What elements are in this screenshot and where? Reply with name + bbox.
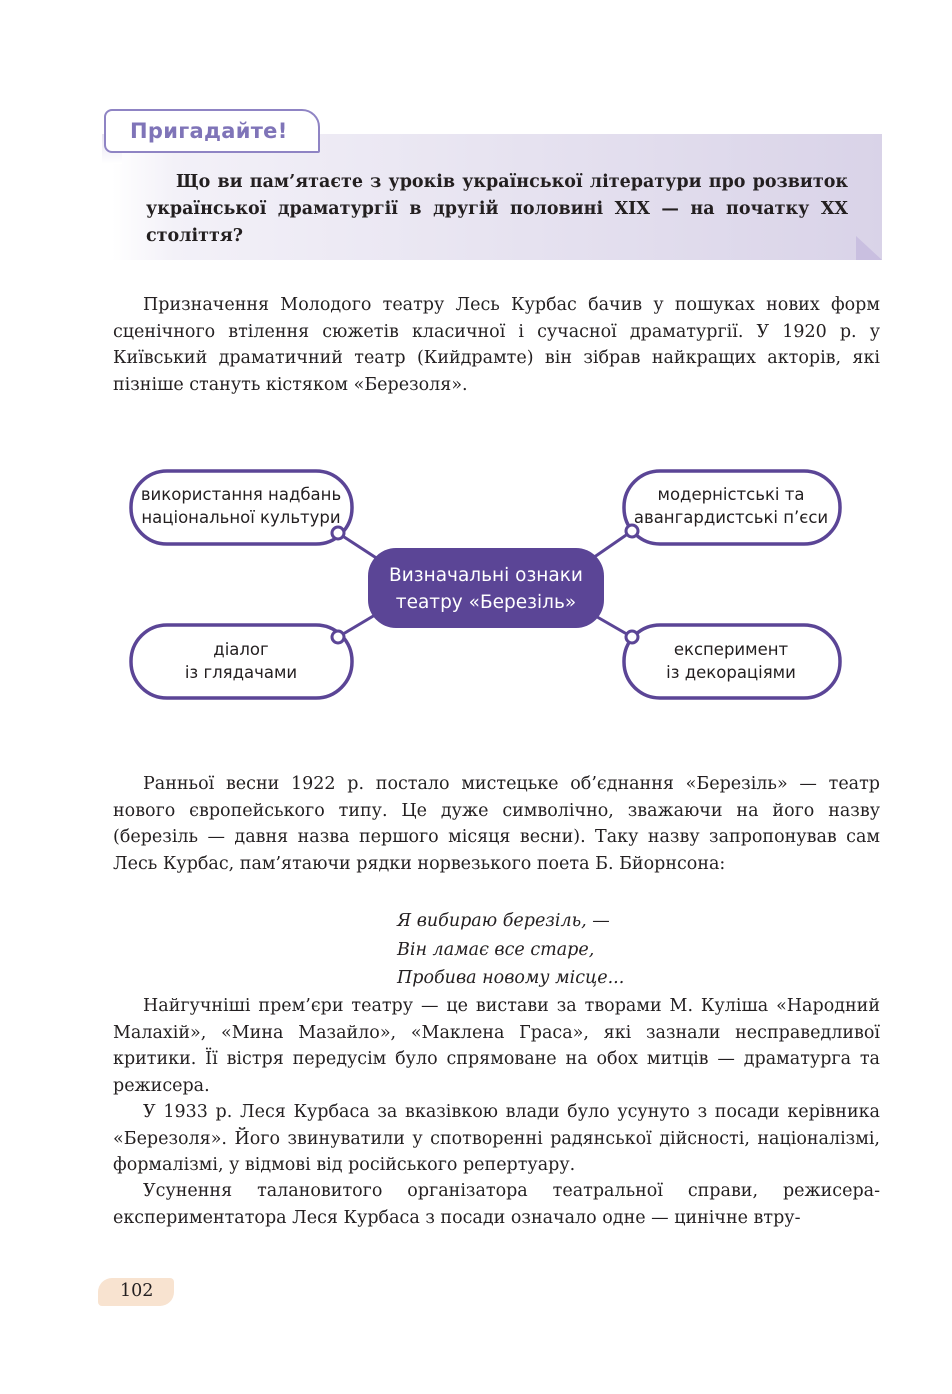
poem-line-1: Я вибираю березіль, — — [397, 911, 610, 931]
center-node — [368, 548, 604, 628]
top-right-line-1: модерністські та — [657, 485, 805, 504]
page-number: 102 — [120, 1281, 154, 1301]
center-line-2: театру «Березіль» — [395, 592, 577, 613]
paragraph-5: Усунення талановитого організатора театральної справи, режисера-експериментатора Леся Курбаса з посади означало одне — цинічне втру- — [113, 1181, 880, 1228]
top-left-line-1: використання надбань — [140, 485, 342, 504]
paragraph-4: У 1933 р. Леся Курбаса за вказівкою влади було усунуто з посади керівника «Березоля». Його звинуватили у спотворенні радянської дійсності, націоналізмі, формалізмі, у відмові від російського репертуару. — [113, 1102, 880, 1175]
center-line-1: Визначальні ознаки — [389, 565, 583, 586]
poem-line-2: Він ламає все старе, — [397, 939, 595, 960]
recall-title: Пригадайте! — [130, 119, 288, 143]
connector-top-right — [590, 531, 632, 560]
bubble-bottom-right — [624, 625, 840, 698]
recall-question: Що ви пам’ятаєте з уроків української літератури про розвиток української драматургії в другій половині XIX — на початку XX століття? — [146, 172, 848, 246]
knot-top-left — [332, 527, 344, 539]
bottom-left-line-2: із глядачами — [184, 663, 298, 682]
poem-quote — [397, 907, 624, 993]
top-right-line-2: авангардистські п’єси — [633, 508, 829, 527]
bottom-right-line-2: із декораціями — [666, 663, 796, 682]
paragraph-3: Найгучніші прем’єри театру — це вистави за творами М. Куліша «Народний Малахій», «Мина Мазайло», «Маклена Граса», які зазнали несправедливої критики. Її вістря передусім було спрямоване на обох митців — драматурга та режисера. — [113, 996, 880, 1096]
knot-bottom-right — [626, 631, 638, 643]
poem-line-3: Пробива новому місце... — [397, 968, 625, 988]
paragraph-2: Ранньої весни 1922 р. постало мистецьке об’єднання «Березіль» — театр нового європейського типу. Це дуже символічно, зважаючи на його назву (березіль — давня назва першого місяця весни). Таку назву запропонував сам Лесь Курбас, пам’ятаючи рядки норвезького поета Б. Бйорнсона: — [113, 774, 880, 874]
bottom-right-line-1: експеримент — [673, 640, 789, 659]
paragraph-1: Призначення Молодого театру Лесь Курбас бачив у пошуках нових форм сценічного втілення сюжетів класичної і сучасної драматургії. У 1920 р. у Київський драматичний театр (Кийдрамте) він зібрав найкращих акторів, які пізніше стануть кістяком «Березоля». — [113, 295, 880, 395]
bubble-bottom-left — [131, 625, 352, 698]
page-number-tab — [98, 1278, 174, 1306]
knot-bottom-left — [332, 631, 344, 643]
bottom-left-line-1: діалог — [213, 640, 269, 659]
top-left-line-2: національної культури — [141, 508, 341, 527]
